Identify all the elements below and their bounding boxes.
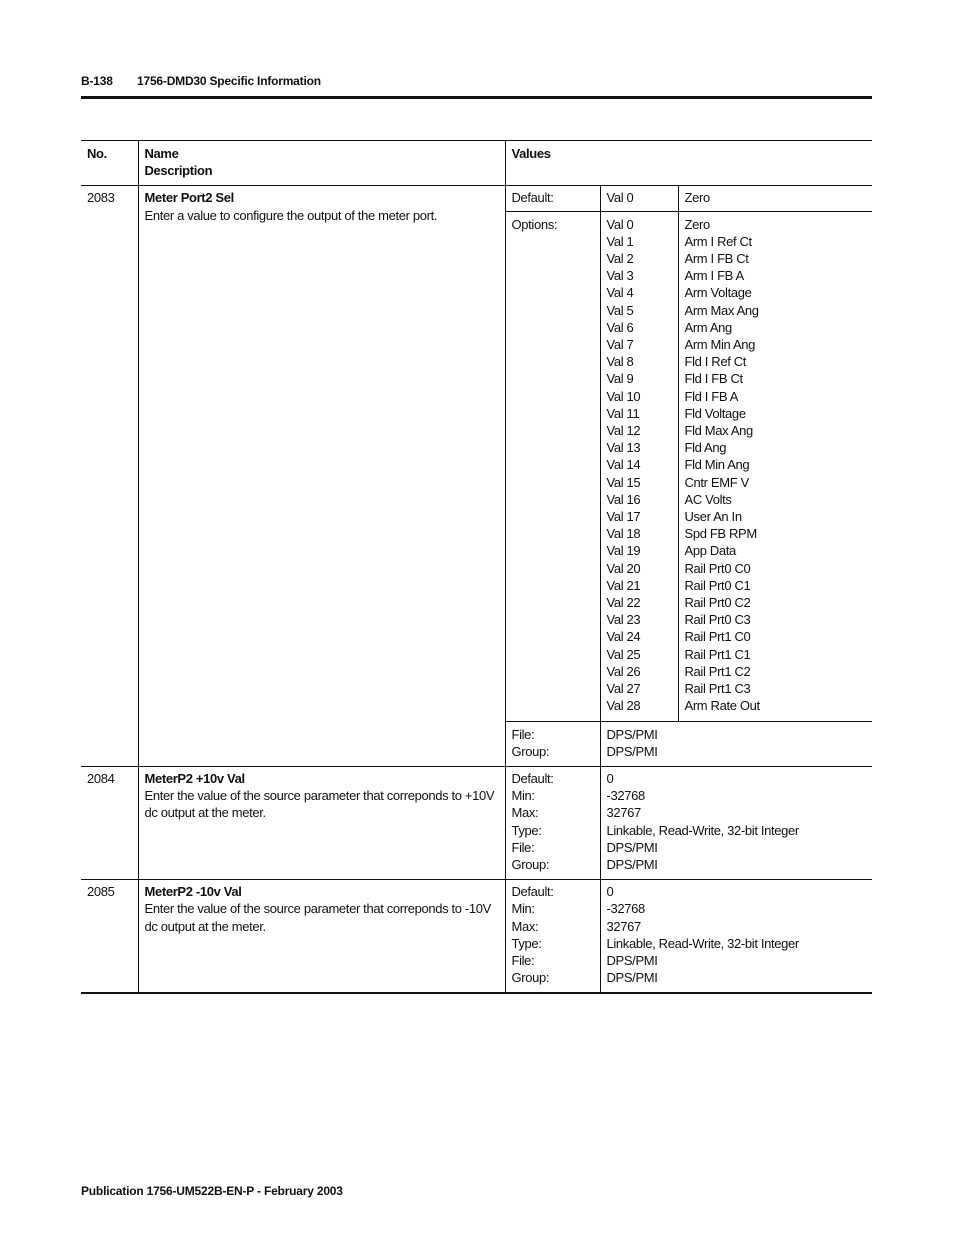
option-val: Val 4 [606, 285, 634, 301]
column-header-name: Name Description [138, 141, 505, 186]
attribute-labels: Default: Min: Max: Type: File: Group: [505, 766, 600, 879]
publication-footer: Publication 1756-UM522B-EN-P - February 2003 [81, 1184, 343, 1198]
table-header-row [81, 141, 872, 186]
param-description: Enter the value of the source parameter that correponds to -10V dc output at the meter. [144, 901, 491, 934]
option-val: Val 12 [606, 423, 641, 439]
option-val: Val 5 [606, 302, 634, 318]
options-values [600, 211, 678, 721]
option-text: Fld Ang [684, 440, 727, 456]
option-val: Val 21 [606, 577, 641, 593]
attribute-values: 0 -32768 32767 Linkable, Read-Write, 32-bit Integer DPS/PMI DPS/PMI [600, 880, 872, 994]
parameter-table [81, 140, 872, 994]
option-text: Arm I Ref Ct [684, 233, 752, 249]
default-value: Val 0 [600, 186, 678, 211]
option-val: Val 20 [606, 560, 641, 576]
option-val: Val 24 [606, 629, 641, 645]
option-text: Fld I FB A [684, 388, 739, 404]
option-text: Spd FB RPM [684, 526, 757, 542]
file-group-labels: File: Group: [505, 721, 600, 766]
attribute-values: 0 -32768 32767 Linkable, Read-Write, 32-bit Integer DPS/PMI DPS/PMI [600, 766, 872, 879]
param-no: 2084 [81, 766, 138, 879]
option-val: Val 19 [606, 543, 641, 559]
param-name: MeterP2 -10v Val [144, 884, 242, 900]
option-val: Val 28 [606, 698, 641, 714]
option-val: Val 17 [606, 509, 641, 525]
param-name: Meter Port2 Sel [144, 190, 234, 206]
option-text: Rail Prt0 C1 [684, 577, 751, 593]
option-val: Val 23 [606, 612, 641, 628]
default-label: Default: [505, 186, 600, 211]
option-text: Rail Prt1 C1 [684, 646, 751, 662]
table-row [81, 766, 872, 879]
option-text: Cntr EMF V [684, 474, 749, 490]
file-group-values: DPS/PMI DPS/PMI [600, 721, 872, 766]
param-name-cell [138, 766, 505, 879]
option-val: Val 22 [606, 595, 641, 611]
option-text: Rail Prt0 C2 [684, 595, 751, 611]
param-description: Enter the value of the source parameter that correponds to +10V dc output at the meter. [144, 788, 495, 821]
option-text: Rail Prt0 C0 [684, 560, 751, 576]
option-text: User An In [684, 509, 742, 525]
option-val: Val 26 [606, 663, 641, 679]
option-text: Fld I FB Ct [684, 371, 743, 387]
option-val: Val 14 [606, 457, 641, 473]
option-text: Rail Prt0 C3 [684, 612, 751, 628]
option-val: Val 6 [606, 319, 634, 335]
option-val: Val 16 [606, 491, 641, 507]
page-number: B-138 [81, 74, 113, 88]
option-text: Arm Voltage [684, 285, 752, 301]
option-val: Val 25 [606, 646, 641, 662]
option-text: Fld Min Ang [684, 457, 750, 473]
option-text: Fld I Ref Ct [684, 354, 747, 370]
option-text: Zero [684, 216, 710, 232]
option-text: Rail Prt1 C2 [684, 663, 751, 679]
option-val: Val 27 [606, 681, 641, 697]
option-text: Arm Ang [684, 319, 732, 335]
option-text: Fld Voltage [684, 405, 746, 421]
option-val: Val 9 [606, 371, 634, 387]
default-text: Zero [678, 186, 872, 211]
option-text: AC Volts [684, 491, 732, 507]
section-title: 1756-DMD30 Specific Information [137, 74, 321, 88]
param-description: Enter a value to configure the output of the meter port. [144, 207, 438, 223]
option-text: App Data [684, 543, 736, 559]
table-row [81, 186, 872, 211]
option-val: Val 15 [606, 474, 641, 490]
option-text: Rail Prt1 C3 [684, 681, 751, 697]
option-text: Rail Prt1 C0 [684, 629, 751, 645]
param-name-cell [138, 186, 505, 767]
header-rule [81, 96, 872, 99]
options-text [678, 211, 872, 721]
option-text: Arm Max Ang [684, 302, 759, 318]
option-text: Arm I FB A [684, 268, 744, 284]
option-val: Val 7 [606, 337, 634, 353]
option-text: Arm Min Ang [684, 337, 756, 353]
option-val: Val 3 [606, 268, 634, 284]
table-row [81, 880, 872, 994]
column-header-values: Values [505, 141, 872, 186]
option-val: Val 18 [606, 526, 641, 542]
param-no: 2083 [87, 190, 115, 206]
option-text: Arm I FB Ct [684, 251, 749, 267]
option-val: Val 13 [606, 440, 641, 456]
option-val: Val 11 [606, 405, 640, 421]
option-text: Fld Max Ang [684, 423, 753, 439]
param-no: 2085 [81, 880, 138, 994]
option-text: Arm Rate Out [684, 698, 760, 714]
column-header-no: No. [81, 141, 138, 186]
param-name-cell [138, 880, 505, 994]
options-label: Options: [505, 211, 600, 721]
option-val: Val 2 [606, 251, 634, 267]
option-val: Val 8 [606, 354, 634, 370]
param-name: MeterP2 +10v Val [144, 770, 245, 786]
option-val: Val 1 [606, 233, 634, 249]
attribute-labels: Default: Min: Max: Type: File: Group: [505, 880, 600, 994]
option-val: Val 0 [606, 216, 634, 232]
page-header [81, 74, 321, 88]
option-val: Val 10 [606, 388, 641, 404]
